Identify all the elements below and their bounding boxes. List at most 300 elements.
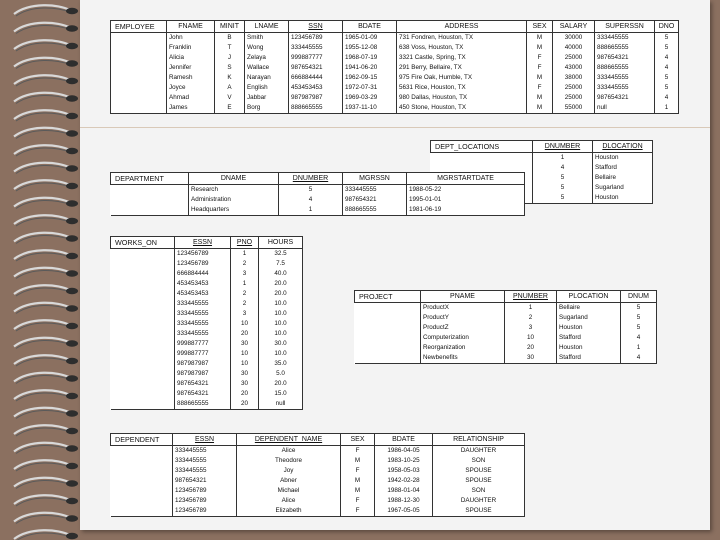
table-row — [355, 353, 657, 364]
table-cell: 25000 — [553, 83, 595, 93]
table-cell: F — [527, 63, 553, 73]
binding-hole — [66, 235, 78, 241]
column-header: SEX — [527, 21, 553, 33]
table-name: WORKS_ON — [111, 237, 175, 249]
row-spacer — [355, 323, 421, 333]
table-cell: Borg — [245, 103, 289, 114]
table-cell: Joy — [237, 466, 341, 476]
table-cell: SON — [433, 486, 525, 496]
table-cell: K — [215, 73, 245, 83]
table-cell: 10.0 — [259, 349, 303, 359]
employee-table — [110, 20, 679, 114]
table-row — [111, 83, 679, 93]
table-cell: F — [341, 446, 375, 457]
table-cell: 30 — [231, 379, 259, 389]
table-cell: 1 — [505, 303, 557, 314]
table-cell: M — [527, 93, 553, 103]
table-cell: 20 — [231, 389, 259, 399]
row-spacer — [111, 359, 175, 369]
row-spacer — [111, 379, 175, 389]
row-spacer — [111, 103, 167, 114]
table-cell: M — [341, 456, 375, 466]
table-row — [355, 323, 657, 333]
table-row — [111, 456, 525, 466]
project-table — [354, 290, 657, 364]
column-header: PNAME — [421, 291, 505, 303]
table-cell: 7.5 — [259, 259, 303, 269]
table-cell: Headquarters — [189, 205, 279, 216]
table-row — [111, 389, 303, 399]
table-cell: Alicia — [167, 53, 215, 63]
column-header-key: DLOCATION — [593, 141, 653, 153]
table-cell: Houston — [593, 153, 653, 164]
binding-hole — [66, 218, 78, 224]
table-cell: 666884444 — [175, 269, 231, 279]
table-cell: 20.0 — [259, 289, 303, 299]
column-header: BDATE — [343, 21, 397, 33]
row-spacer — [111, 289, 175, 299]
table-cell: 10.0 — [259, 319, 303, 329]
table-cell: 1988-12-30 — [375, 496, 433, 506]
table-cell: 999887777 — [175, 339, 231, 349]
table-row — [111, 43, 679, 53]
table-row — [111, 399, 303, 410]
table-cell: 453453453 — [175, 289, 231, 299]
table-cell: 2 — [231, 289, 259, 299]
table-name: DEPARTMENT — [111, 173, 189, 185]
row-spacer — [111, 259, 175, 269]
row-spacer — [111, 33, 167, 44]
table-cell: M — [341, 476, 375, 486]
column-header: MGRSTARTDATE — [407, 173, 525, 185]
table-cell: Bellaire — [593, 173, 653, 183]
table-cell: Stafford — [593, 163, 653, 173]
table-cell: Sugarland — [593, 183, 653, 193]
row-spacer — [111, 93, 167, 103]
table-cell: Joyce — [167, 83, 215, 93]
table-row — [355, 313, 657, 323]
table-cell: Computerization — [421, 333, 505, 343]
table-cell: F — [527, 53, 553, 63]
table-cell: M — [341, 486, 375, 496]
table-cell: 987654321 — [289, 63, 343, 73]
row-spacer — [355, 353, 421, 364]
row-spacer — [111, 185, 189, 196]
table-cell: 2 — [231, 299, 259, 309]
table-cell: Ahmad — [167, 93, 215, 103]
table-cell: F — [341, 466, 375, 476]
table-row — [111, 379, 303, 389]
table-cell: Narayan — [245, 73, 289, 83]
table-cell: 888665555 — [343, 205, 407, 216]
table-cell: 123456789 — [175, 259, 231, 269]
table-row — [111, 299, 303, 309]
table-cell: F — [341, 496, 375, 506]
table-cell: 333445555 — [595, 33, 655, 44]
table-cell: 888665555 — [595, 63, 655, 73]
column-header: FNAME — [167, 21, 215, 33]
table-name: PROJECT — [355, 291, 421, 303]
table-cell: DAUGHTER — [433, 446, 525, 457]
binding-hole — [66, 340, 78, 346]
binding-hole — [66, 410, 78, 416]
table-cell: 1 — [231, 279, 259, 289]
table-cell: 40000 — [553, 43, 595, 53]
table-cell: Theodore — [237, 456, 341, 466]
table-row — [111, 329, 303, 339]
row-spacer — [111, 329, 175, 339]
row-spacer — [355, 343, 421, 353]
table-row — [111, 369, 303, 379]
table-cell: John — [167, 33, 215, 44]
table-row — [111, 103, 679, 114]
binding-hole — [66, 305, 78, 311]
row-spacer — [111, 476, 173, 486]
table-cell: SON — [433, 456, 525, 466]
table-cell: M — [527, 103, 553, 114]
table-cell: 3 — [505, 323, 557, 333]
row-spacer — [111, 205, 189, 216]
table-cell: Reorganization — [421, 343, 505, 353]
table-cell: 4 — [655, 53, 679, 63]
table-cell: 987987987 — [175, 359, 231, 369]
binding-hole — [66, 253, 78, 259]
table-cell: F — [341, 506, 375, 517]
table-row — [111, 185, 525, 196]
binding-hole — [66, 358, 78, 364]
row-spacer — [111, 486, 173, 496]
row-spacer — [355, 313, 421, 323]
table-cell: 2 — [505, 313, 557, 323]
table-row — [111, 486, 525, 496]
table-cell: 333445555 — [173, 466, 237, 476]
binding-hole — [66, 95, 78, 101]
table-cell: 4 — [621, 333, 657, 343]
column-header: MINIT — [215, 21, 245, 33]
table-row — [111, 496, 525, 506]
table-cell: 55000 — [553, 103, 595, 114]
binding-hole — [66, 165, 78, 171]
binding-hole — [66, 148, 78, 154]
table-cell: 1967-05-05 — [375, 506, 433, 517]
table-cell: 987654321 — [595, 93, 655, 103]
table-cell: 1 — [621, 343, 657, 353]
table-cell: 20 — [505, 343, 557, 353]
row-spacer — [111, 43, 167, 53]
table-row — [431, 153, 653, 164]
column-header-key: PNUMBER — [505, 291, 557, 303]
table-cell: ProductX — [421, 303, 505, 314]
row-spacer — [111, 456, 173, 466]
row-spacer — [111, 83, 167, 93]
table-cell: Sugarland — [557, 313, 621, 323]
table-cell: 333445555 — [175, 329, 231, 339]
binding-hole — [66, 130, 78, 136]
table-cell: 30000 — [553, 33, 595, 44]
table-cell: 1 — [231, 249, 259, 260]
table-cell: Jabbar — [245, 93, 289, 103]
table-cell: 987654321 — [595, 53, 655, 63]
table-cell: 123456789 — [289, 33, 343, 44]
table-cell: 999887777 — [175, 349, 231, 359]
table-cell: ProductY — [421, 313, 505, 323]
table-cell: 1981-06-19 — [407, 205, 525, 216]
table-cell: 1 — [533, 153, 593, 164]
table-cell: Alice — [237, 446, 341, 457]
table-cell: Michael — [237, 486, 341, 496]
table-cell: 1988-01-04 — [375, 486, 433, 496]
table-cell: 30 — [231, 369, 259, 379]
table-cell: 980 Dallas, Houston, TX — [397, 93, 527, 103]
table-cell: 975 Fire Oak, Humble, TX — [397, 73, 527, 83]
column-header-key: DNUMBER — [279, 173, 343, 185]
column-header: SEX — [341, 434, 375, 446]
table-cell: 1942-02-28 — [375, 476, 433, 486]
table-cell: 987987987 — [175, 369, 231, 379]
column-header: DNAME — [189, 173, 279, 185]
table-cell: Houston — [557, 323, 621, 333]
table-row — [111, 259, 303, 269]
table-cell: 666884444 — [289, 73, 343, 83]
table-row — [111, 349, 303, 359]
table-cell: 453453453 — [175, 279, 231, 289]
column-header: HOURS — [259, 237, 303, 249]
table-cell: Research — [189, 185, 279, 196]
table-cell: 5 — [621, 323, 657, 333]
table-cell: 3321 Castle, Spring, TX — [397, 53, 527, 63]
table-cell: 10.0 — [259, 329, 303, 339]
table-name: EMPLOYEE — [111, 21, 167, 33]
binding-hole — [66, 498, 78, 504]
table-cell: 5 — [533, 183, 593, 193]
table-cell: 40.0 — [259, 269, 303, 279]
column-header: DNUM — [621, 291, 657, 303]
table-row — [355, 333, 657, 343]
table-cell: J — [215, 53, 245, 63]
table-cell: Smith — [245, 33, 289, 44]
binding-hole — [66, 183, 78, 189]
binding-hole — [66, 288, 78, 294]
table-cell: S — [215, 63, 245, 73]
table-cell: 333445555 — [175, 309, 231, 319]
table-cell: 333445555 — [175, 299, 231, 309]
table-cell: Houston — [593, 193, 653, 204]
table-cell: 30 — [505, 353, 557, 364]
table-cell: 987654321 — [175, 389, 231, 399]
table-cell: 1995-01-01 — [407, 195, 525, 205]
table-cell: Wong — [245, 43, 289, 53]
table-cell: 888665555 — [175, 399, 231, 410]
row-spacer — [111, 195, 189, 205]
row-spacer — [111, 53, 167, 63]
table-cell: E — [215, 103, 245, 114]
table-cell: 987654321 — [175, 379, 231, 389]
table-cell: 1 — [279, 205, 343, 216]
table-cell: 5.0 — [259, 369, 303, 379]
table-cell: 38000 — [553, 73, 595, 83]
table-row — [111, 73, 679, 83]
table-cell: 1988-05-22 — [407, 185, 525, 196]
table-cell: 3 — [231, 309, 259, 319]
row-spacer — [111, 399, 175, 410]
table-cell: 1983-10-25 — [375, 456, 433, 466]
column-header-key: DNUMBER — [533, 141, 593, 153]
table-cell: 15.0 — [259, 389, 303, 399]
table-cell: 32.5 — [259, 249, 303, 260]
table-cell: 3 — [231, 269, 259, 279]
table-cell: 1965-01-09 — [343, 33, 397, 44]
row-spacer — [111, 369, 175, 379]
binding-hole — [66, 533, 78, 539]
column-header: SALARY — [553, 21, 595, 33]
row-spacer — [111, 446, 173, 457]
employee-rows — [111, 33, 679, 114]
table-row — [111, 33, 679, 44]
table-cell: 999887777 — [289, 53, 343, 63]
table-cell: 1958-05-03 — [375, 466, 433, 476]
column-header: BDATE — [375, 434, 433, 446]
table-cell: 1969-03-29 — [343, 93, 397, 103]
table-cell: 35.0 — [259, 359, 303, 369]
table-cell: 10 — [231, 319, 259, 329]
table-cell: 4 — [655, 63, 679, 73]
row-spacer — [111, 506, 173, 517]
column-header: LNAME — [245, 21, 289, 33]
table-cell: 450 Stone, Houston, TX — [397, 103, 527, 114]
table-cell: B — [215, 33, 245, 44]
binding-hole — [66, 270, 78, 276]
table-cell: 333445555 — [173, 456, 237, 466]
table-cell: 5 — [655, 73, 679, 83]
table-cell: Jennifer — [167, 63, 215, 73]
table-cell: 5 — [655, 83, 679, 93]
table-cell: Ramesh — [167, 73, 215, 83]
row-spacer — [111, 466, 173, 476]
table-cell: 1937-11-10 — [343, 103, 397, 114]
table-cell: 4 — [533, 163, 593, 173]
table-cell: null — [595, 103, 655, 114]
table-cell: 1968-07-19 — [343, 53, 397, 63]
table-row — [111, 249, 303, 260]
table-cell: A — [215, 83, 245, 93]
column-header-key: ESSN — [175, 237, 231, 249]
binding-hole — [66, 375, 78, 381]
row-spacer — [111, 279, 175, 289]
row-spacer — [111, 319, 175, 329]
row-spacer — [111, 249, 175, 260]
table-cell: DAUGHTER — [433, 496, 525, 506]
table-cell: Bellaire — [557, 303, 621, 314]
table-cell: 333445555 — [595, 83, 655, 93]
works-on-rows — [111, 249, 303, 410]
table-cell: Franklin — [167, 43, 215, 53]
binding-hole — [66, 43, 78, 49]
table-cell: M — [527, 33, 553, 44]
dependent-rows — [111, 446, 525, 517]
column-header: SUPERSSN — [595, 21, 655, 33]
table-cell: 43000 — [553, 63, 595, 73]
row-spacer — [111, 389, 175, 399]
table-cell: 10 — [505, 333, 557, 343]
table-cell: 333445555 — [289, 43, 343, 53]
table-cell: 4 — [621, 353, 657, 364]
row-spacer — [111, 73, 167, 83]
department-rows — [111, 185, 525, 216]
row-spacer — [111, 269, 175, 279]
column-header: RELATIONSHIP — [433, 434, 525, 446]
table-cell: 20.0 — [259, 379, 303, 389]
table-cell: 888665555 — [289, 103, 343, 114]
table-cell: 5 — [655, 43, 679, 53]
table-cell: 5 — [533, 193, 593, 204]
row-spacer — [431, 153, 533, 164]
table-cell: 453453453 — [289, 83, 343, 93]
binding-hole — [66, 463, 78, 469]
table-cell: Abner — [237, 476, 341, 486]
binding-hole — [66, 445, 78, 451]
binding-hole — [66, 323, 78, 329]
table-cell: 10.0 — [259, 309, 303, 319]
table-row — [111, 269, 303, 279]
table-cell: SPOUSE — [433, 476, 525, 486]
table-cell: Houston — [557, 343, 621, 353]
column-header: DNO — [655, 21, 679, 33]
table-name: DEPENDENT — [111, 434, 173, 446]
table-cell: Elizabeth — [237, 506, 341, 517]
table-cell: null — [259, 399, 303, 410]
department-table — [110, 172, 525, 216]
table-row — [111, 359, 303, 369]
table-row — [111, 319, 303, 329]
table-cell: 1962-09-15 — [343, 73, 397, 83]
column-header: ADDRESS — [397, 21, 527, 33]
binding-hole — [66, 480, 78, 486]
table-cell: 1986-04-05 — [375, 446, 433, 457]
table-cell: 123456789 — [173, 496, 237, 506]
table-cell: 638 Voss, Houston, TX — [397, 43, 527, 53]
table-cell: 2 — [231, 259, 259, 269]
project-rows — [355, 303, 657, 364]
binding-hole — [66, 200, 78, 206]
column-header-key: PNO — [231, 237, 259, 249]
table-cell: Newbenefits — [421, 353, 505, 364]
table-cell: 5 — [279, 185, 343, 196]
table-cell: 30 — [231, 339, 259, 349]
binding-hole — [66, 25, 78, 31]
table-cell: 333445555 — [175, 319, 231, 329]
table-row — [111, 289, 303, 299]
table-cell: 987654321 — [343, 195, 407, 205]
table-cell: 5 — [533, 173, 593, 183]
row-spacer — [355, 333, 421, 343]
table-cell: 5 — [655, 33, 679, 44]
column-header-key: DEPENDENT_NAME — [237, 434, 341, 446]
table-cell: 1 — [655, 103, 679, 114]
binding-hole — [66, 113, 78, 119]
table-cell: Stafford — [557, 333, 621, 343]
table-row — [111, 506, 525, 517]
table-cell: 291 Berry, Bellaire, TX — [397, 63, 527, 73]
table-cell: 987654321 — [173, 476, 237, 486]
table-row — [111, 309, 303, 319]
table-cell: 20 — [231, 399, 259, 410]
table-cell: 1955-12-08 — [343, 43, 397, 53]
table-cell: V — [215, 93, 245, 103]
table-row — [111, 93, 679, 103]
table-cell: Wallace — [245, 63, 289, 73]
table-row — [111, 279, 303, 289]
column-header: PLOCATION — [557, 291, 621, 303]
